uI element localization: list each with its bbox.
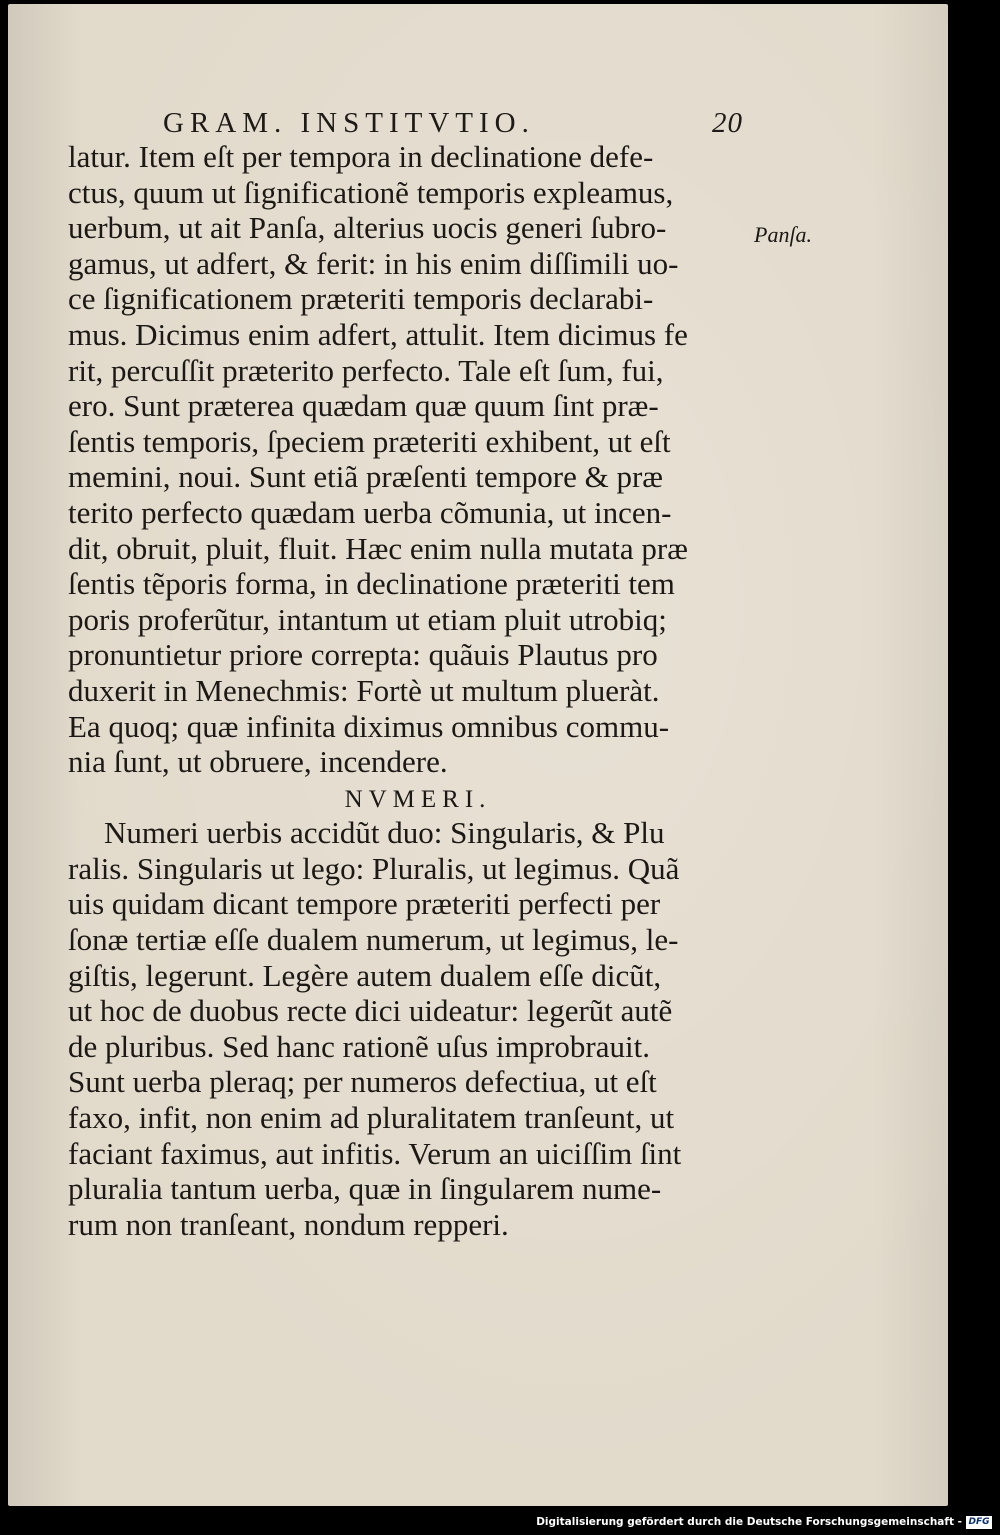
text-line: Numeri uerbis accidũt duo: Singularis, & Plu: [104, 815, 665, 851]
text-line: de pluribus. Sed hanc rationẽ uſus improbrauit.: [68, 1028, 650, 1064]
footer-bar: [0, 1507, 1000, 1535]
text-line: nia ſunt, ut obruere, incendere.: [68, 744, 448, 780]
dfg-logo-icon: DFG: [966, 1516, 992, 1529]
text-line: mus. Dicimus enim adfert, attulit. Item dicimus fe: [68, 316, 688, 352]
text-line: uis quidam dicant tempore præteriti perfecti per: [68, 886, 661, 922]
text-line: ctus, quum ut ſignificationẽ temporis expleamus,: [68, 174, 674, 210]
text-line: ſentis temporis, ſpeciem præteriti exhibent, ut eſt: [68, 423, 671, 459]
running-head: [163, 107, 743, 140]
text-line: poris proferũtur, intantum ut etiam pluit utrobiq;: [68, 601, 667, 637]
text-line: uerbum, ut ait Panſa, alterius uocis generi ſubro-: [68, 210, 667, 246]
text-line: giſtis, legerunt. Legère autem dualem eſſe dicũt,: [68, 957, 662, 993]
text-line: ſentis tẽporis forma, in declinatione præteriti tem: [68, 566, 675, 602]
text-line: Sunt uerba pleraq; per numeros defectiua, ut eſt: [68, 1064, 657, 1100]
page-number: 20: [712, 107, 743, 139]
text-line: faciant faximus, aut infitis. Verum an uiciſſim ſint: [68, 1135, 682, 1171]
text-line: ut hoc de duobus recte dici uideatur: legerũt autẽ: [68, 993, 673, 1029]
text-line: gamus, ut adfert, & ferit: in his enim diſſimili uo-: [68, 245, 679, 281]
section-heading: NVMERI.: [344, 785, 492, 813]
text-line: ce ſignificationem præteriti temporis declarabi-: [68, 281, 654, 317]
text-line: latur. Item eſt per tempora in declinatione defe-: [68, 139, 654, 174]
text-line: rum non tranſeant, nondum repperi.: [68, 1206, 509, 1242]
text-line: Ea quoq; quæ infinita diximus omnibus commu-: [68, 708, 670, 744]
text-line: ſonæ tertiæ eſſe dualem numerum, ut legimus, le-: [68, 922, 679, 958]
running-head-title: GRAM. INSTITVTIO.: [163, 107, 535, 139]
text-line: ralis. Singularis ut lego: Pluralis, ut legimus. Quã: [68, 850, 680, 886]
text-line: ero. Sunt præterea quædam quæ quum ſint præ-: [68, 388, 659, 424]
text-line: rit, percuſſit præterito perfecto. Tale eſt ſum, fui,: [68, 352, 664, 388]
text-line: memini, noui. Sunt etiã præſenti tempore & præ: [68, 459, 663, 495]
body-text: [68, 139, 748, 1242]
text-line: pluralia tantum uerba, quæ in ſingularem nume-: [68, 1171, 662, 1207]
text-line: faxo, infit, non enim ad pluralitatem tranſeunt, ut: [68, 1100, 675, 1136]
book-page: [8, 4, 948, 1506]
text-line: terito perfecto quædam uerba cõmunia, ut incen-: [68, 494, 672, 530]
footer-credit: Digitalisierung gefördert durch die Deutsche Forschungsgemeinschaft -: [536, 1516, 962, 1528]
margin-note: Panſa.: [754, 222, 813, 247]
text-line: pronuntietur priore correpta: quãuis Plautus pro: [68, 637, 658, 673]
text-line: dit, obruit, pluit, fluit. Hæc enim nulla mutata præ: [68, 530, 688, 566]
text-line: duxerit in Menechmis: Fortè ut multum plueràt.: [68, 672, 660, 708]
